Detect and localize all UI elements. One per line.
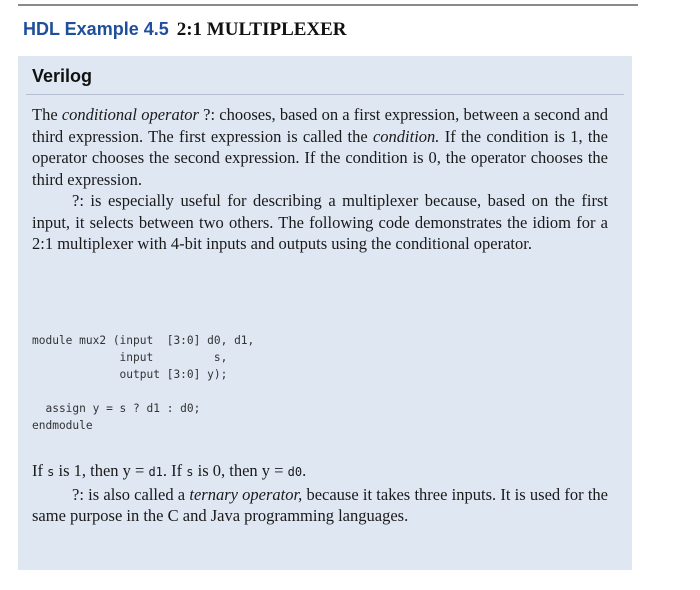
signal-d0: d0	[287, 465, 303, 479]
term-condition: condition.	[372, 126, 440, 146]
paragraph-ternary-operator: ?: is also called a ternary operator, because it takes three inputs. It is used for the same purpose in the C and Java programming languages.	[32, 484, 609, 525]
term-conditional-operator: conditional operator	[61, 105, 199, 124]
code-line	[32, 383, 254, 400]
signal-d1: d1	[148, 465, 163, 479]
example-title: 2:1 MULTIPLEXER	[176, 19, 347, 40]
signal-s: s	[186, 465, 194, 479]
code-line: input s,	[32, 351, 228, 364]
code-line: assign y = s ? d1 : d0;	[32, 402, 201, 415]
panel-heading: Verilog	[32, 66, 93, 86]
closing-text	[32, 460, 608, 527]
paragraph-conditional-operator: The conditional operator ?: chooses, based on a first expression, between a second and third expression. The first expression is called the condition. If the condition is 1, the operator chooses the second expression. If the condition is 0, the operator chooses the third expression.	[32, 105, 608, 189]
paragraph-select-behavior: If s is 1, then y = d1. If s is 0, then y = d0.	[32, 461, 307, 480]
verilog-code-block	[32, 332, 254, 434]
intro-text	[32, 104, 608, 255]
term-ternary-operator: ternary operator,	[189, 484, 303, 504]
verilog-panel	[18, 56, 632, 570]
code-line: endmodule	[32, 419, 93, 432]
code-line: output [3:0] y);	[32, 368, 228, 381]
signal-s: s	[47, 465, 55, 479]
paragraph-multiplexer: ?: is especially useful for describing a multiplexer because, based on the first input, it selects between two others. The following code demonstrates the idiom for a 2:1 multiplexer with 4-bit inputs and outputs using the conditional operator.	[32, 191, 608, 253]
heading-divider	[26, 94, 624, 95]
example-label: HDL Example 4.5	[23, 19, 169, 39]
code-line: module mux2 (input [3:0] d0, d1,	[32, 334, 255, 347]
example-header	[23, 16, 347, 44]
top-rule	[18, 4, 638, 6]
